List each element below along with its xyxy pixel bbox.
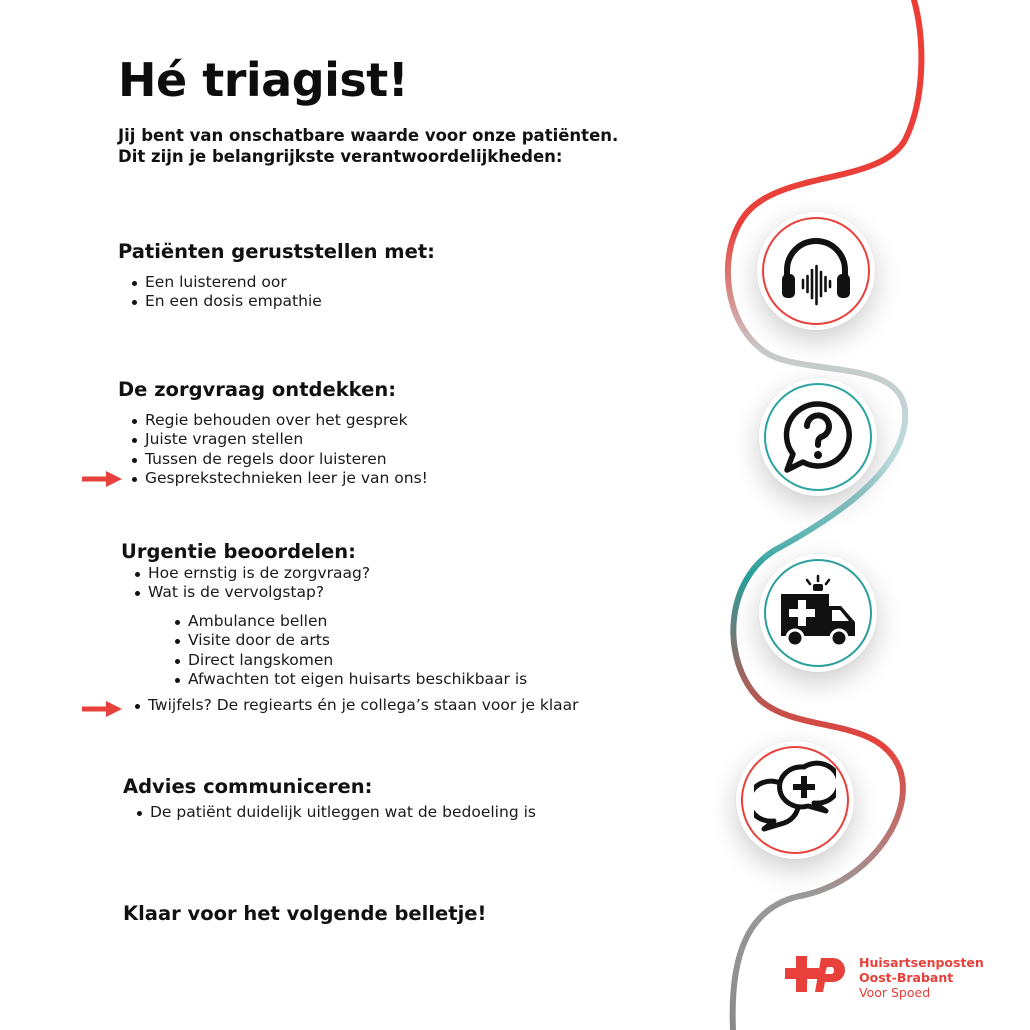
- section-list-urgency: [133, 564, 370, 603]
- intro-line-2: Dit zijn je belangrijkste verantwoordelijkheden:: [118, 147, 563, 166]
- list-item: Gesprekstechnieken leer je van ons!: [130, 469, 428, 488]
- chat-plus-icon: [754, 759, 836, 841]
- section-list-reassure: [130, 273, 322, 312]
- section-title-urgency: Urgentie beoordelen:: [121, 540, 356, 563]
- list-item: Een luisterend oor: [130, 273, 322, 292]
- intro-line-1: Jij bent van onschatbare waarde voor onze patiënten.: [118, 126, 619, 145]
- section-title-advice: Advies communiceren:: [123, 775, 373, 798]
- list-item: Wat is de vervolgstap?: [133, 583, 370, 602]
- section-final-urgency: [133, 696, 579, 715]
- question-circle: [759, 378, 877, 496]
- section-list-discover: [130, 411, 428, 489]
- list-item: Afwachten tot eigen huisarts beschikbaar is: [173, 670, 527, 689]
- headphones-circle: [757, 212, 875, 330]
- list-item: Tussen de regels door luisteren: [130, 450, 428, 469]
- list-item: Visite door de arts: [173, 631, 527, 650]
- section-sublist-urgency: [173, 612, 527, 690]
- section-title-discover: De zorgvraag ontdekken:: [118, 378, 397, 401]
- logo-line-1: Huisartsenposten: [859, 955, 984, 970]
- list-item: En een dosis empathie: [130, 292, 322, 311]
- list-item: Hoe ernstig is de zorgvraag?: [133, 564, 370, 583]
- closing-text: Klaar voor het volgende belletje!: [123, 902, 487, 925]
- logo-text: [859, 955, 984, 1000]
- list-item: Twijfels? De regiearts én je collega’s staan voor je klaar: [133, 696, 579, 715]
- section-title-reassure: Patiënten geruststellen met:: [118, 240, 435, 263]
- chat-circle: [736, 741, 854, 859]
- logo-line-3: Voor Spoed: [859, 985, 931, 1000]
- section-list-advice: [135, 803, 536, 822]
- ambulance-circle: [759, 554, 877, 672]
- list-item: Regie behouden over het gesprek: [130, 411, 428, 430]
- list-item: De patiënt duidelijk uitleggen wat de bedoeling is: [135, 803, 536, 822]
- ambulance-icon: [777, 572, 859, 654]
- list-item: Juiste vragen stellen: [130, 430, 428, 449]
- page-title: Hé triagist!: [118, 53, 409, 107]
- headphones-icon: [775, 230, 857, 312]
- logo-line-2: Oost-Brabant: [859, 970, 954, 985]
- logo-mark-icon: [785, 952, 849, 998]
- arrow-right-icon: [82, 471, 122, 487]
- question-bubble-icon: [777, 396, 859, 478]
- intro-text: [118, 125, 618, 167]
- arrow-right-icon: [82, 701, 122, 717]
- list-item: Ambulance bellen: [173, 612, 527, 631]
- list-item: Direct langskomen: [173, 651, 527, 670]
